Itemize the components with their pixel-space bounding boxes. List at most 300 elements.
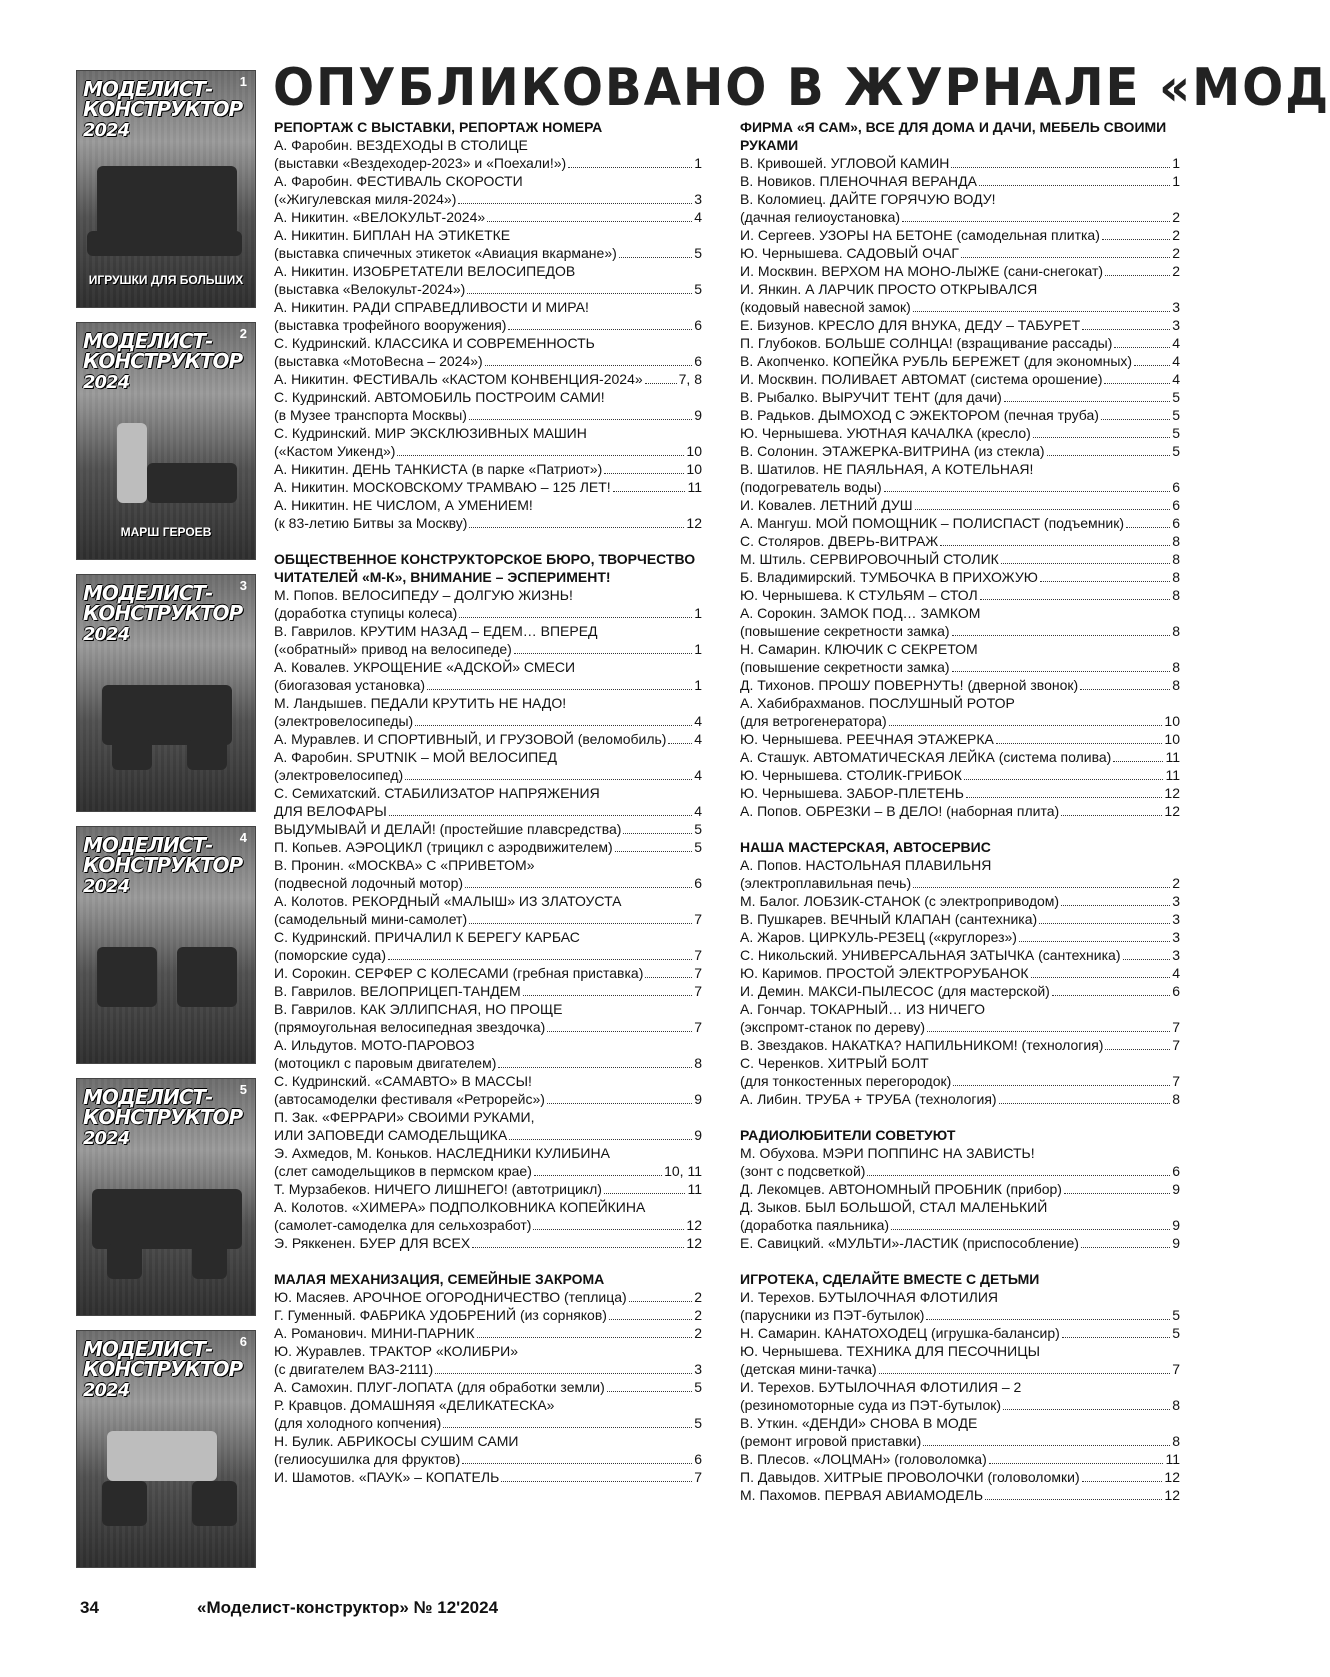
toc-entry — [740, 514, 1180, 532]
toc-entry — [274, 1054, 702, 1072]
entry-text: (для тонкостенных перегородок) — [740, 1073, 952, 1089]
toc-section — [740, 1126, 1180, 1252]
entry-page: 6 — [1172, 1163, 1180, 1179]
dot-leader — [1003, 1409, 1170, 1410]
dot-leader — [629, 1301, 692, 1302]
entry-text: В. Рыбалко. ВЫРУЧИТ ТЕНТ (для дачи) — [740, 389, 1002, 405]
dot-leader — [547, 1031, 692, 1032]
entry-page: 11 — [1165, 1451, 1180, 1467]
entry-page: 2 — [694, 1325, 702, 1341]
cover-issue-number: 2 — [239, 326, 247, 341]
entry-page: 7 — [694, 1469, 702, 1485]
toc-section — [274, 550, 702, 1252]
dot-leader — [459, 617, 692, 618]
cover-photo-shape — [107, 1431, 217, 1481]
dot-leader — [465, 887, 692, 888]
entry-text: Ю. Чернышева. ТЕХНИКА ДЛЯ ПЕСОЧНИЦЫ — [740, 1343, 1040, 1359]
dot-leader — [609, 1319, 692, 1320]
toc-entry — [740, 1450, 1180, 1468]
entry-page: 10, 11 — [664, 1163, 702, 1179]
entry-page: 9 — [694, 1091, 702, 1107]
entry-page: 4 — [1172, 371, 1180, 387]
toc-entry — [740, 946, 1180, 964]
dot-leader — [604, 1193, 686, 1194]
toc-entry — [274, 820, 702, 838]
toc-entry — [274, 964, 702, 982]
entry-text: («Кастом Уикенд») — [274, 443, 396, 459]
entry-page: 5 — [1172, 1325, 1180, 1341]
cover-year: 2024 — [83, 624, 130, 645]
toc-entry — [740, 1234, 1180, 1252]
dot-leader — [1052, 995, 1170, 996]
entry-text: ВЫДУМЫВАЙ И ДЕЛАЙ! (простейшие плавсредства) — [274, 821, 622, 837]
entry-page: 3 — [1172, 947, 1180, 963]
toc-entry — [740, 1180, 1180, 1198]
magazine-cover — [76, 1078, 256, 1316]
entry-text: («обратный» привод на велосипеде) — [274, 641, 512, 657]
entry-text: И. Москвин. ПОЛИВАЕТ АВТОМАТ (система орошение) — [740, 371, 1103, 387]
entry-text: С. Кудринский. ПРИЧАЛИЛ К БЕРЕГУ КАРБАС — [274, 929, 580, 945]
entry-text: В. Плесов. «ЛОЦМАН» (головоломка) — [740, 1451, 987, 1467]
toc-entry — [274, 172, 702, 190]
entry-page: 7 — [1172, 1019, 1180, 1035]
dot-leader — [999, 1103, 1171, 1104]
entry-text: (выставка трофейного вооружения) — [274, 317, 507, 333]
cover-logo-text: МОДЕЛИСТ-КОНСТРУКТОР — [83, 1085, 243, 1129]
entry-page: 5 — [694, 839, 702, 855]
cover-year: 2024 — [83, 372, 130, 393]
cover-photo-shape — [87, 231, 242, 256]
entry-page: 6 — [694, 1451, 702, 1467]
entry-text: (дачная гелиоустановка) — [740, 209, 901, 225]
dot-leader — [1113, 761, 1163, 762]
entry-text: С. Кудринский. КЛАССИКА И СОВРЕМЕННОСТЬ — [274, 335, 595, 351]
toc-entry — [740, 172, 1180, 190]
entry-page: 8 — [1172, 1433, 1180, 1449]
entry-text: И. Терехов. БУТЫЛОЧНАЯ ФЛОТИЛИЯ – 2 — [740, 1379, 1022, 1395]
section-title: ФИРМА «Я САМ», ВСЕ ДЛЯ ДОМА И ДАЧИ, МЕБЕЛЬ СВОИМИ РУКАМИ — [740, 119, 1167, 153]
entry-text: П. Давыдов. ХИТРЫЕ ПРОВОЛОЧКИ (головоломки) — [740, 1469, 1080, 1485]
toc-entry — [274, 1306, 702, 1324]
toc-entry — [274, 1198, 702, 1216]
toc-entry — [274, 1108, 702, 1126]
dot-leader — [477, 1337, 693, 1338]
entry-text: И. Терехов. БУТЫЛОЧНАЯ ФЛОТИЛИЯ — [740, 1289, 998, 1305]
entry-text: Н. Булик. АБРИКОСЫ СУШИМ САМИ — [274, 1433, 519, 1449]
toc-entry — [274, 1162, 702, 1180]
entry-text: А. Попов. ОБРЕЗКИ – В ДЕЛО! (наборная плита) — [740, 803, 1060, 819]
entry-text: М. Попов. ВЕЛОСИПЕДУ – ДОЛГУЮ ЖИЗНЬ! — [274, 587, 573, 603]
toc-entry — [740, 1468, 1180, 1486]
dot-leader — [427, 689, 692, 690]
entry-text: Е. Савицкий. «МУЛЬТИ»-ЛАСТИК (приспособление) — [740, 1235, 1079, 1251]
toc-entry — [740, 1324, 1180, 1342]
entry-text: («Жигулевская миля-2024») — [274, 191, 457, 207]
toc-entry — [274, 1288, 702, 1306]
toc-entry — [274, 262, 702, 280]
entry-text: М. Пахомов. ПЕРВАЯ АВИАМОДЕЛЬ — [740, 1487, 984, 1503]
dot-leader — [1123, 959, 1171, 960]
entry-page: 12 — [686, 515, 702, 531]
toc-entry — [274, 442, 702, 460]
toc-entry — [274, 190, 702, 208]
entry-page: 9 — [1172, 1217, 1180, 1233]
entry-text: (с двигателем ВАЗ-2111) — [274, 1361, 434, 1377]
cover-photo-shape — [147, 463, 237, 503]
entry-text: (электровелосипед) — [274, 767, 404, 783]
cover-photo-shape — [177, 947, 237, 1007]
entry-page: 5 — [694, 821, 702, 837]
entry-text: ИЛИ ЗАПОВЕДИ САМОДЕЛЬЩИКА — [274, 1127, 508, 1143]
entry-page: 5 — [1172, 425, 1180, 441]
entry-text: В. Акопченко. КОПЕЙКА РУБЛЬ БЕРЕЖЕТ (для экономных) — [740, 353, 1133, 369]
cover-issue-number: 6 — [239, 1334, 247, 1349]
entry-text: А. Ковалев. УКРОЩЕНИЕ «АДСКОЙ» СМЕСИ — [274, 659, 576, 675]
entry-text: (для холодного копчения) — [274, 1415, 442, 1431]
toc-entry — [274, 874, 702, 892]
toc-entry — [274, 1036, 702, 1054]
toc-entry — [740, 892, 1180, 910]
toc-entry — [740, 496, 1180, 514]
entry-page: 6 — [1172, 515, 1180, 531]
entry-page: 5 — [694, 245, 702, 261]
entry-text: А. Никитин. БИПЛАН НА ЭТИКЕТКЕ — [274, 227, 511, 243]
entry-text: (резиномоторные суда из ПЭТ-бутылок) — [740, 1397, 1002, 1413]
dot-leader — [435, 1373, 692, 1374]
entry-page: 12 — [1164, 785, 1180, 801]
entry-text: В. Пушкарев. ВЕЧНЫЙ КЛАПАН (сантехника) — [740, 911, 1038, 927]
entry-text: С. Столяров. ДВЕРЬ-ВИТРАЖ — [740, 533, 939, 549]
entry-text: И. Москвин. ВЕРХОМ НА МОНО-ЛЫЖЕ (сани-снегокат) — [740, 263, 1104, 279]
toc-entry — [740, 1018, 1180, 1036]
toc-entry — [740, 1342, 1180, 1360]
entry-page: 10 — [1164, 713, 1180, 729]
entry-text: В. Шатилов. НЕ ПАЯЛЬНАЯ, А КОТЕЛЬНАЯ! — [740, 461, 1034, 477]
entry-text: (детская мини-тачка) — [740, 1361, 877, 1377]
toc-entry — [274, 802, 702, 820]
cover-logo — [83, 835, 249, 897]
toc-entry — [274, 1180, 702, 1198]
dot-leader — [1105, 1049, 1170, 1050]
toc-entry — [740, 1072, 1180, 1090]
entry-text: (самодельный мини-самолет) — [274, 911, 468, 927]
cover-year: 2024 — [83, 1380, 130, 1401]
dot-leader — [952, 671, 1171, 672]
entry-text: (электровелосипеды) — [274, 713, 414, 729]
entry-page: 10 — [686, 461, 702, 477]
dot-leader — [1102, 239, 1170, 240]
dot-leader — [547, 1103, 692, 1104]
toc-entry — [740, 298, 1180, 316]
toc-entry — [274, 298, 702, 316]
toc-entry — [740, 370, 1180, 388]
dot-leader — [913, 311, 1170, 312]
entry-page: 8 — [1172, 569, 1180, 585]
toc-entry — [740, 676, 1180, 694]
dot-leader — [645, 977, 692, 978]
entry-text: И. Янкин. А ЛАРЧИК ПРОСТО ОТКРЫВАЛСЯ — [740, 281, 1038, 297]
entry-page: 1 — [694, 605, 702, 621]
dot-leader — [979, 185, 1170, 186]
entry-text: Т. Мурзабеков. НИЧЕГО ЛИШНЕГО! (автотрицикл) — [274, 1181, 602, 1197]
dot-leader — [498, 1067, 692, 1068]
toc-entry — [740, 982, 1180, 1000]
cover-issue-number: 5 — [239, 1082, 247, 1097]
cover-logo-text: МОДЕЛИСТ-КОНСТРУКТОР — [83, 77, 243, 121]
entry-text: А. Фаробин. SPUTNIK – МОЙ ВЕЛОСИПЕД — [274, 749, 558, 765]
dot-leader — [645, 383, 677, 384]
entry-page: 3 — [694, 191, 702, 207]
toc-entry — [274, 1126, 702, 1144]
entry-page: 7 — [694, 965, 702, 981]
entry-text: А. Романович. МИНИ-ПАРНИК — [274, 1325, 475, 1341]
toc-entry — [740, 532, 1180, 550]
entry-page: 1 — [1172, 155, 1180, 171]
cover-year: 2024 — [83, 876, 130, 897]
cover-issue-number: 4 — [239, 830, 247, 845]
toc-entry — [274, 982, 702, 1000]
entry-text: (выставка «МотоВесна – 2024») — [274, 353, 483, 369]
toc-entry — [274, 640, 702, 658]
entry-text: (гелиосушилка для фруктов) — [274, 1451, 461, 1467]
dot-leader — [405, 779, 692, 780]
dot-leader — [514, 653, 692, 654]
entry-page: 8 — [1172, 1091, 1180, 1107]
toc-entry — [274, 928, 702, 946]
toc-entry — [274, 370, 702, 388]
entry-text: П. Копьев. АЭРОЦИКЛ (трицикл с аэродвижителем) — [274, 839, 613, 855]
dot-leader — [926, 1319, 1170, 1320]
toc-entry — [740, 550, 1180, 568]
toc-entry — [274, 712, 702, 730]
entry-page: 7 — [1172, 1073, 1180, 1089]
entry-text: С. Никольский. УНИВЕРСАЛЬНАЯ ЗАТЫЧКА (сантехника) — [740, 947, 1121, 963]
entry-text: А. Хабибрахманов. ПОСЛУШНЫЙ РОТОР — [740, 695, 1015, 711]
entry-page: 12 — [1164, 1469, 1180, 1485]
toc-entry — [274, 784, 702, 802]
dot-leader — [1001, 563, 1170, 564]
toc-entry — [274, 1000, 702, 1018]
toc-entry — [740, 604, 1180, 622]
entry-page: 6 — [694, 317, 702, 333]
dot-leader — [1047, 455, 1171, 456]
dot-leader — [989, 1463, 1164, 1464]
dot-leader — [1080, 689, 1170, 690]
dot-leader — [884, 491, 1171, 492]
entry-page: 7 — [694, 983, 702, 999]
entry-page: 2 — [694, 1307, 702, 1323]
dot-leader — [1104, 383, 1170, 384]
toc-entry — [274, 658, 702, 676]
cover-photo-shape — [187, 740, 227, 770]
entry-page: 9 — [694, 407, 702, 423]
toc-entry — [274, 244, 702, 262]
entry-text: (подвесной лодочный мотор) — [274, 875, 464, 891]
entry-text: И. Сорокин. СЕРФЕР С КОЛЕСАМИ (гребная приставка) — [274, 965, 644, 981]
toc-entry — [274, 316, 702, 334]
toc-entry — [740, 712, 1180, 730]
toc-entry — [740, 244, 1180, 262]
toc-entry — [740, 1198, 1180, 1216]
toc-entry — [274, 1468, 702, 1486]
entry-text: В. Звездаков. НАКАТКА? НАПИЛЬНИКОМ! (технология) — [740, 1037, 1104, 1053]
dot-leader — [927, 1031, 1170, 1032]
magazine-cover — [76, 826, 256, 1064]
toc-entry — [274, 1072, 702, 1090]
cover-logo-text: МОДЕЛИСТ-КОНСТРУКТОР — [83, 833, 243, 877]
entry-text: А. Никитин. ИЗОБРЕТАТЕЛИ ВЕЛОСИПЕДОВ — [274, 263, 576, 279]
toc-entry — [274, 460, 702, 478]
toc-entry — [274, 676, 702, 694]
entry-text: (кодовый навесной замок) — [740, 299, 911, 315]
dot-leader — [469, 527, 684, 528]
section-title: РЕПОРТАЖ С ВЫСТАВКИ, РЕПОРТАЖ НОМЕРА — [274, 119, 603, 135]
cover-banner: МАРШ ГЕРОЕВ — [120, 525, 212, 539]
entry-text: (автосамоделки фестиваля «Ретрорейс») — [274, 1091, 545, 1107]
toc-entry — [740, 460, 1180, 478]
toc-entry — [274, 136, 702, 154]
entry-text: Ю. Чернышева. САДОВЫЙ ОЧАГ — [740, 245, 959, 261]
entry-text: А. Сташук. АВТОМАТИЧЕСКАЯ ЛЕЙКА (система полива) — [740, 749, 1112, 765]
entry-page: 4 — [694, 767, 702, 783]
toc-entry — [274, 406, 702, 424]
dot-leader — [487, 221, 692, 222]
entry-text: А. Никитин. МОСКОВСКОМУ ТРАМВАЮ – 125 ЛЕТ! — [274, 479, 611, 495]
toc-entry — [274, 496, 702, 514]
toc-entry — [274, 208, 702, 226]
toc-entry — [740, 406, 1180, 424]
entry-text: (мотоцикл с паровым двигателем) — [274, 1055, 497, 1071]
entry-text: Ю. Чернышева. РЕЕЧНАЯ ЭТАЖЕРКА — [740, 731, 994, 747]
dot-leader — [996, 743, 1163, 744]
toc-section — [740, 838, 1180, 1108]
entry-text: В. Коломиец. ДАЙТЕ ГОРЯЧУЮ ВОДУ! — [740, 191, 996, 207]
entry-text: А. Колотов. РЕКОРДНЫЙ «МАЛЫШ» ИЗ ЗЛАТОУСТА — [274, 893, 622, 909]
entry-page: 5 — [694, 1379, 702, 1395]
toc-entry — [274, 1414, 702, 1432]
entry-page: 2 — [694, 1289, 702, 1305]
dot-leader — [1061, 905, 1170, 906]
entry-page: 6 — [694, 875, 702, 891]
toc-entry — [740, 1036, 1180, 1054]
dot-leader — [952, 635, 1171, 636]
toc-entry — [274, 748, 702, 766]
entry-page: 3 — [1172, 299, 1180, 315]
toc-entry — [274, 1216, 702, 1234]
toc-entry — [740, 928, 1180, 946]
dot-leader — [966, 797, 1162, 798]
entry-page: 7 — [1172, 1037, 1180, 1053]
entry-text: (повышение секретности замка) — [740, 623, 950, 639]
toc-entry — [274, 154, 702, 172]
section-title: ИГРОТЕКА, СДЕЛАЙТЕ ВМЕСТЕ С ДЕТЬМИ — [740, 1271, 1040, 1287]
toc-entry — [274, 1144, 702, 1162]
dot-leader — [1031, 977, 1171, 978]
entry-page: 6 — [1172, 983, 1180, 999]
dot-leader — [879, 1373, 1171, 1374]
entry-text: П. Зак. «ФЕРРАРИ» СВОИМИ РУКАМИ, — [274, 1109, 535, 1125]
toc-entry — [740, 1216, 1180, 1234]
cover-logo-text: МОДЕЛИСТ-КОНСТРУКТОР — [83, 329, 243, 373]
entry-page: 9 — [1172, 1235, 1180, 1251]
entry-text: В. Гаврилов. ВЕЛОПРИЦЕП-ТАНДЕМ — [274, 983, 521, 999]
section-title: РАДИОЛЮБИТЕЛИ СОВЕТУЮТ — [740, 1127, 956, 1143]
entry-text: В. Радьков. ДЫМОХОД С ЭЖЕКТОРОМ (печная труба) — [740, 407, 1099, 423]
entry-page: 5 — [694, 1415, 702, 1431]
cover-issue-number: 1 — [239, 74, 247, 89]
entry-page: 5 — [694, 281, 702, 297]
dot-leader — [467, 293, 692, 294]
entry-page: 2 — [1172, 209, 1180, 225]
toc-entry — [274, 1324, 702, 1342]
toc-entry — [274, 892, 702, 910]
toc-entry — [740, 208, 1180, 226]
cover-photo-shape — [92, 1189, 242, 1249]
toc-entry — [274, 334, 702, 352]
entry-text: П. Глубоков. БОЛЬШЕ СОЛНЦА! (взращивание рассады) — [740, 335, 1113, 351]
dot-leader — [1004, 401, 1170, 402]
toc-entry — [274, 856, 702, 874]
entry-page: 9 — [694, 1127, 702, 1143]
entry-text: (самолет-самоделка для сельхозработ) — [274, 1217, 532, 1233]
toc-entry — [740, 766, 1180, 784]
section-title: ОБЩЕСТВЕННОЕ КОНСТРУКТОРСКОЕ БЮРО, ТВОРЧЕСТВО ЧИТАТЕЛЕЙ «М-К», ВНИМАНИЕ – ЭСПЕРИМЕНТ! — [274, 551, 696, 585]
toc-entry — [274, 1432, 702, 1450]
entry-page: 8 — [1172, 677, 1180, 693]
cover-banner: ИГРУШКИ ДЛЯ БОЛЬШИХ — [88, 273, 244, 287]
toc-entry — [740, 352, 1180, 370]
toc-entry — [274, 694, 702, 712]
entry-text: (слет самодельщиков в пермском крае) — [274, 1163, 532, 1179]
toc-entry — [740, 1288, 1180, 1306]
toc-entry — [740, 784, 1180, 802]
entry-text: Ю. Журавлев. ТРАКТОР «КОЛИБРИ» — [274, 1343, 519, 1359]
dot-leader — [485, 365, 693, 366]
entry-text: А. Никитин. РАДИ СПРАВЕДЛИВОСТИ И МИРА! — [274, 299, 589, 315]
entry-text: (выставка спичечных этикеток «Авиация вкармане») — [274, 245, 617, 261]
entry-page: 12 — [686, 1235, 702, 1251]
entry-text: В. Кривошей. УГЛОВОЙ КАМИН — [740, 155, 950, 171]
toc-entry — [740, 658, 1180, 676]
dot-leader — [523, 995, 692, 996]
toc-entry — [740, 1090, 1180, 1108]
cover-logo — [83, 331, 249, 393]
toc-entry — [740, 280, 1180, 298]
entry-text: И. Ковалев. ЛЕТНИЙ ДУШ — [740, 497, 913, 513]
cover-photo-shape — [192, 1481, 237, 1526]
entry-page: 2 — [1172, 875, 1180, 891]
dot-leader — [613, 491, 686, 492]
entry-page: 1 — [694, 677, 702, 693]
dot-leader — [615, 851, 693, 852]
entry-text: (подогреватель воды) — [740, 479, 882, 495]
entry-text: (к 83-летию Битвы за Москву) — [274, 515, 468, 531]
toc-entry — [740, 190, 1180, 208]
dot-leader — [469, 923, 692, 924]
cover-photo-shape — [117, 423, 147, 503]
cover-photo-shape — [112, 740, 152, 770]
dot-leader — [607, 1391, 692, 1392]
dot-leader — [534, 1175, 662, 1176]
toc-entry — [740, 1396, 1180, 1414]
entry-page: 9 — [1172, 1181, 1180, 1197]
entry-text: А. Самохин. ПЛУГ-ЛОПАТА (для обработки земли) — [274, 1379, 605, 1395]
toc-entry — [740, 442, 1180, 460]
entry-text: А. Никитин. ДЕНЬ ТАНКИСТА (в парке «Патриот») — [274, 461, 603, 477]
entry-text: Ю. Чернышева. СТОЛИК-ГРИБОК — [740, 767, 962, 783]
entry-text: (для ветрогенератора) — [740, 713, 887, 729]
entry-text: (биогазовая установка) — [274, 677, 426, 693]
